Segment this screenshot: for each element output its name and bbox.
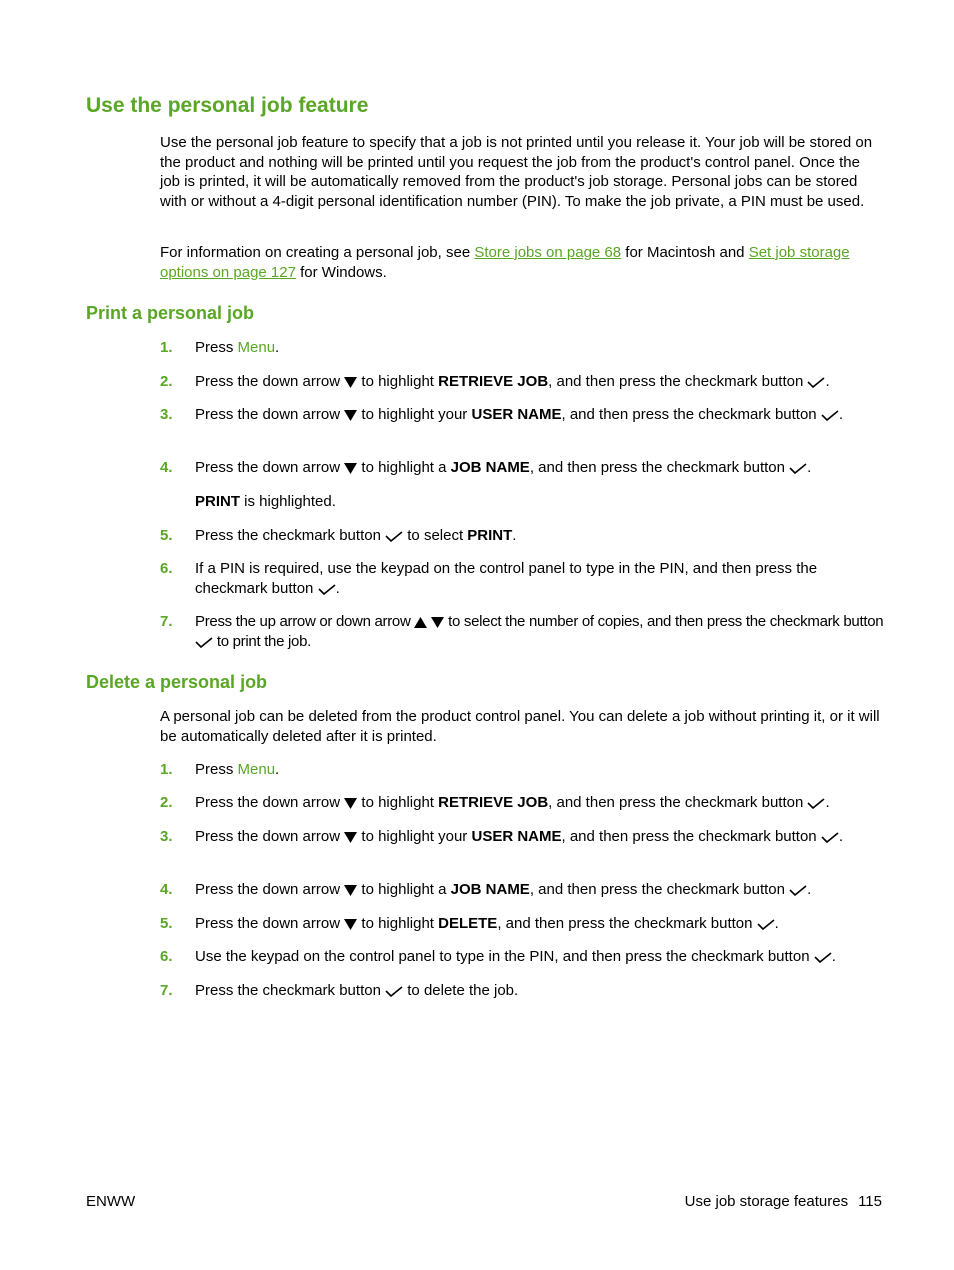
reference-text: For information on creating a personal job, see [160,244,475,261]
print-step-4: Press the down arrow to highlight a JOB NAME, and then press the checkmark button . [195,459,812,476]
step-number: 3. [160,406,173,423]
step-number: 4. [160,881,173,898]
checkmark-icon [757,919,775,930]
up-arrow-icon [414,617,427,628]
down-arrow-icon [344,463,357,474]
step-number: 7. [160,613,173,630]
set-job-storage-link[interactable]: Set job storage options on page 127 [160,244,850,281]
step-number: 2. [160,373,173,390]
step-number: 2. [160,794,173,811]
step-number: 5. [160,527,173,544]
down-arrow-icon [344,410,357,421]
checkmark-icon [385,986,403,997]
delete-step-5: Press the down arrow to highlight DELETE, and then press the checkmark button . [195,915,779,932]
down-arrow-icon [431,617,444,628]
menu-label: Menu [237,339,276,356]
page-number: 115 [858,1193,882,1210]
reference-text: for Windows. [295,263,387,281]
step-number: 1. [160,761,173,778]
delete-step-6: Use the keypad on the control panel to type in the PIN, and then press the checkmark button . [195,948,836,965]
delete-step-1: Press Menu. [195,761,280,778]
delete-step-3: Press the down arrow to highlight your USER NAME, and then press the checkmark button . [195,828,843,845]
delete-intro-paragraph: A personal job can be deleted from the product control panel. You can delete a job without printing it, or it will be automatically deleted after it is printed. [160,708,880,745]
checkmark-icon [821,410,839,421]
step-number: 6. [160,948,173,965]
delete-step-4: Press the down arrow to highlight a JOB NAME, and then press the checkmark button . [195,881,812,898]
checkmark-icon [789,463,807,474]
intro-paragraph: Use the personal job feature to specify that a job is not printed until you release it. Your job will be stored on the product and nothing will be printed until you request the job from the product's control panel. Once the job is printed, it will be automatically removed from the product's job storage. Personal jobs can be stored with or without a 4-digit personal identification number (PIN). To make the job private, a PIN must be used. [160,134,873,210]
footer-section-title: Use job storage features [684,1193,849,1210]
delete-step-2: Press the down arrow to highlight RETRIEVE JOB, and then press the checkmark button . [195,794,830,811]
checkmark-icon [385,531,403,542]
delete-section-heading: Delete a personal job [86,672,268,692]
checkmark-icon [318,584,336,595]
checkmark-icon [821,832,839,843]
print-section-heading: Print a personal job [86,303,255,323]
checkmark-icon [807,377,825,388]
store-jobs-link[interactable]: Store jobs on page 68 [474,244,622,261]
print-step-7: Press the up arrow or down arrow to select the number of copies, and then press the checkmark button to print the job. [195,613,884,650]
menu-label: Menu [237,761,276,778]
down-arrow-icon [344,798,357,809]
checkmark-icon [814,952,832,963]
footer-right [685,1193,882,1210]
step-number: 4. [160,459,173,476]
delete-step-7: Press the checkmark button to delete the job. [195,982,519,999]
down-arrow-icon [344,377,357,388]
checkmark-icon [807,798,825,809]
down-arrow-icon [344,885,357,896]
page-title: Use the personal job feature [86,94,369,117]
print-step-3: Press the down arrow to highlight your USER NAME, and then press the checkmark button . [195,406,843,423]
print-step-1: Press Menu. [195,339,280,356]
checkmark-icon [789,885,807,896]
reference-text: for Macintosh and [621,244,749,261]
print-step-5: Press the checkmark button to select PRINT. [195,527,517,544]
step-number: 3. [160,828,173,845]
step-number: 6. [160,560,173,577]
step-number: 5. [160,915,173,932]
down-arrow-icon [344,919,357,930]
print-step-6: If a PIN is required, use the keypad on the control panel to type in the PIN, and then press the checkmark button . [195,560,818,597]
footer-left-label: ENWW [86,1193,136,1210]
intro-reference-paragraph [160,243,884,282]
print-highlighted-note: PRINT is highlighted. [195,493,336,510]
down-arrow-icon [344,832,357,843]
step-number: 7. [160,982,173,999]
step-number: 1. [160,339,173,356]
checkmark-icon [195,637,213,648]
print-step-2: Press the down arrow to highlight RETRIEVE JOB, and then press the checkmark button . [195,373,830,390]
